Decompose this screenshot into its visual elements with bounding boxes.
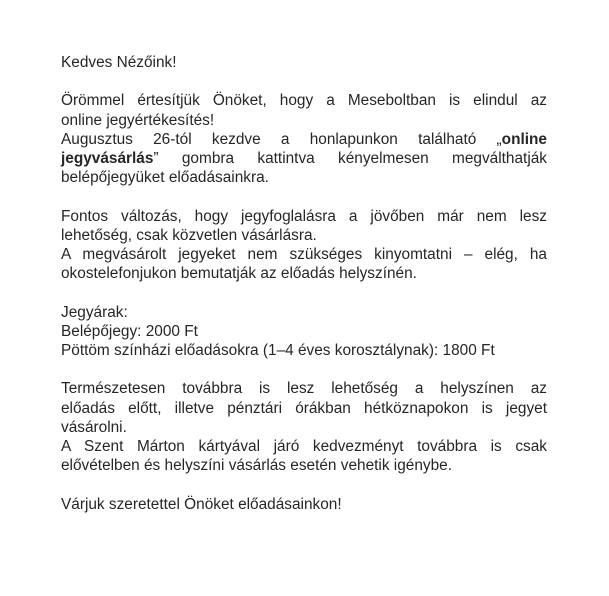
prices-paragraph [61,303,547,361]
change-line-2: lehetőség, csak közvetlen vásárlásra. [61,226,317,244]
change-line-1: Fontos változás, hogy jegyfoglalásra a jövőben már nem lesz [61,207,547,225]
announcement-line-3 [61,130,547,149]
announcement-line-2: online jegyértékesítés! [61,111,215,129]
onsite-line-1: Természetesen továbbra is lesz lehetőség a helyszínen az [61,380,547,398]
closing-paragraph [61,495,547,514]
jegyvasarlas-bold-text: jegyvásárlás [61,150,154,167]
onsite-line-3: vásárolni. [61,418,127,436]
change-paragraph [61,207,547,284]
change-line-3: A megvásárolt jegyeket nem szükséges kinyomtatni – elég, ha [61,246,547,263]
online-bold-text: online [501,130,547,148]
closing: Várjuk szeretettel Önöket előadásainkon! [61,495,342,513]
price-entry-ticket: Belépőjegy: 2000 Ft [61,322,198,340]
onsite-line-4: A Szent Márton kártyával járó kedvezményt továbbra is csak [61,438,547,455]
greeting: Kedves Nézőink! [61,54,177,71]
onsite-line-2: előadás előtt, illetve pénztári órákban hétköznapokon is jegyet [61,399,547,417]
change-line-4: okostelefonjukon bemutatják az előadás helyszínén. [61,265,417,283]
onsite-paragraph [61,379,547,475]
letter-body [61,53,547,533]
price-small-children: Pöttöm színházi előadásokra (1–4 éves korosztálynak): 1800 Ft [61,342,495,359]
onsite-line-5: elővételben és helyszíni vásárlás esetén vehetik igénybe. [61,457,452,475]
prices-heading: Jegyárak: [61,303,128,321]
announcement-paragraph [61,91,547,187]
announcement-line-5: belépőjegyüket előadásainkra. [61,169,269,187]
greeting-paragraph [61,53,547,72]
announcement-line-4-text: ” gombra kattintva kényelmesen megválthatják [153,150,547,167]
announcement-line-1: Örömmel értesítjük Önöket, hogy a Meseboltban is elindul az [61,92,547,110]
announcement-line-4 [61,149,547,168]
announcement-line-3-text: Augusztus 26-tól kezdve a honlapunkon található „ [61,130,502,148]
